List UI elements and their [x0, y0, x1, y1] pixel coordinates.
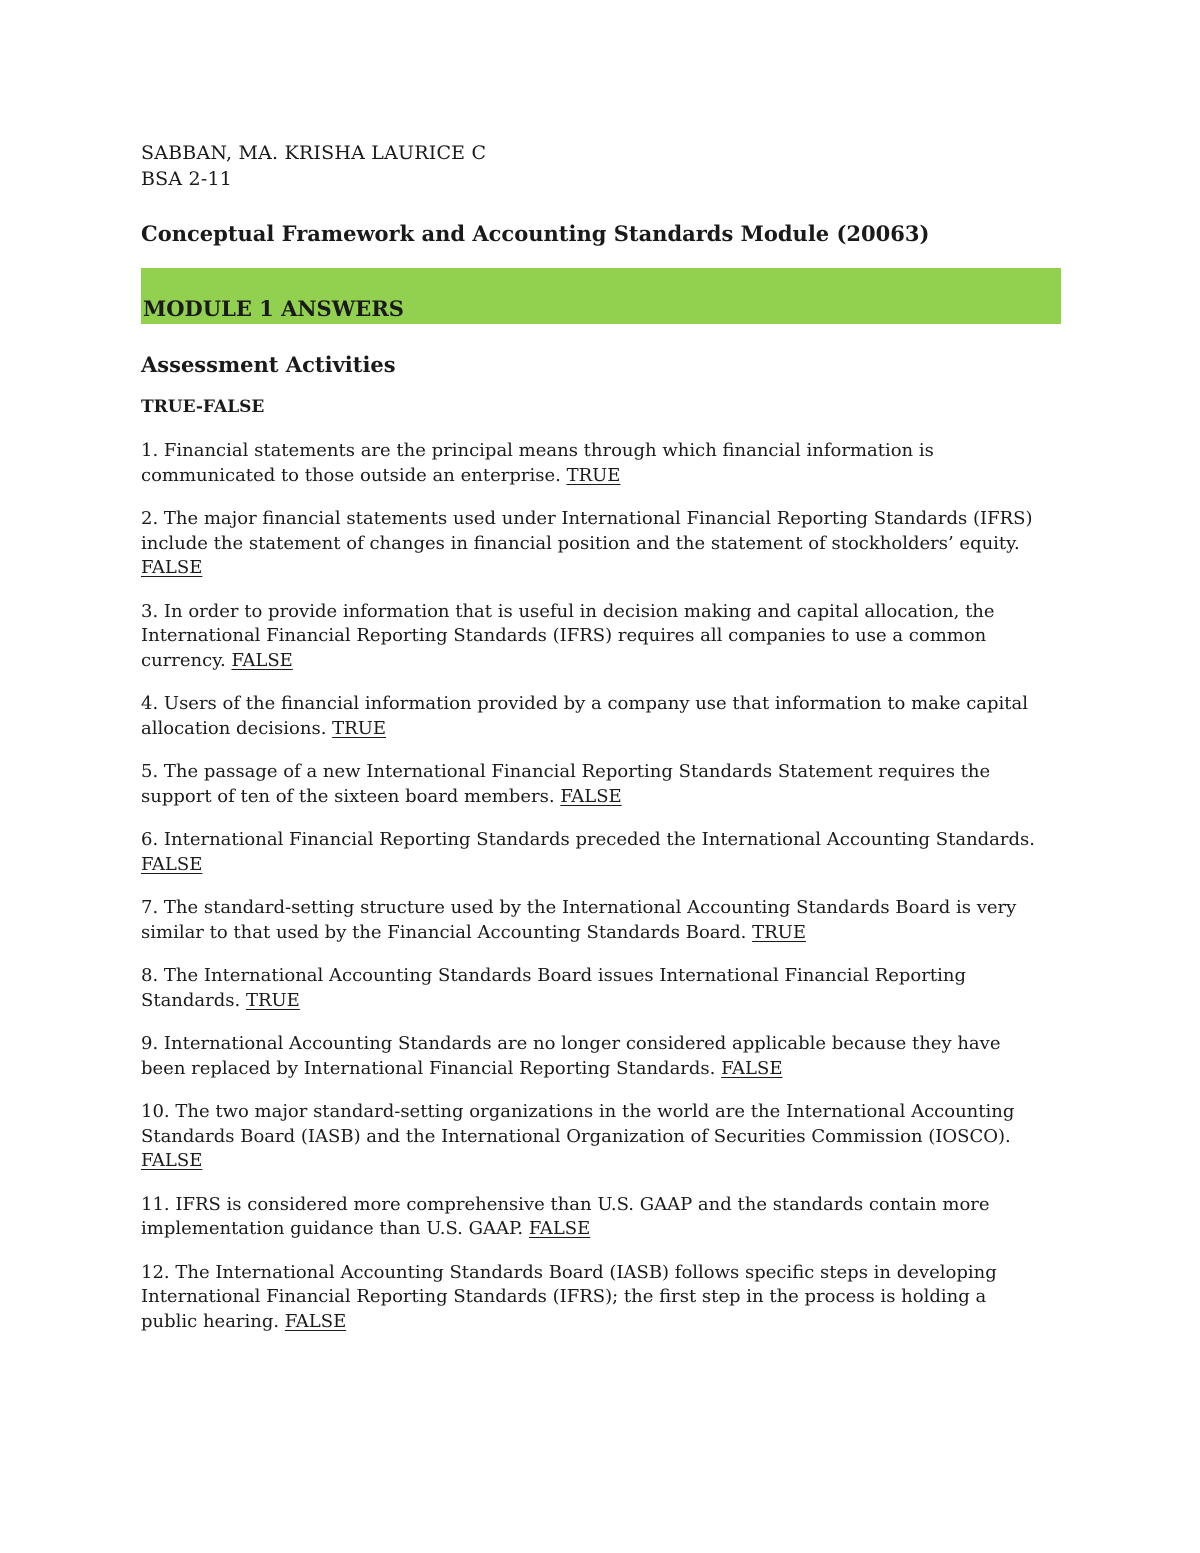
answer-text: FALSE	[231, 649, 293, 671]
answer-text: FALSE	[528, 1218, 591, 1239]
answer-text: FALSE	[284, 1310, 347, 1332]
question-item	[141, 1032, 1041, 1081]
question-text: 5. The passage of a new International Financial Reporting Standards Statement requires the support of ten of the sixteen board members.	[141, 761, 991, 807]
question-item	[141, 600, 1041, 674]
module-banner	[141, 268, 1061, 324]
true-false-heading: TRUE-FALSE	[141, 397, 265, 417]
question-item	[141, 1100, 1041, 1174]
answer-text: TRUE	[245, 989, 300, 1011]
answer-text: TRUE	[566, 464, 621, 486]
question-item	[141, 964, 1041, 1013]
module-title: MODULE 1 ANSWERS	[143, 296, 404, 321]
answer-text: FALSE	[560, 785, 622, 807]
question-item	[141, 1261, 1041, 1335]
question-item	[141, 439, 1041, 488]
answer-text: FALSE	[141, 1150, 203, 1171]
answer-text: TRUE	[752, 921, 806, 943]
assessment-heading: Assessment Activities	[141, 352, 396, 377]
answer-text: TRUE	[332, 717, 387, 739]
course-title: Conceptual Framework and Accounting Standards Module (20063)	[141, 221, 930, 246]
question-text: 7. The standard-setting structure used by the International Accounting Standards Board is very similar to that used by the Financial Accounting Standards Board.	[141, 897, 1017, 943]
question-item	[141, 507, 1041, 581]
question-item	[141, 828, 1041, 877]
document-page	[141, 140, 1061, 1334]
student-name: SABBAN, MA. KRISHA LAURICE C	[141, 142, 487, 164]
question-text: 2. The major financial statements used under International Financial Reporting Standards (IFRS) include the statement of changes in financial position and the statement of stockholders’ equity.	[141, 508, 1033, 554]
question-text: 4. Users of the financial information provided by a company use that information to make capital allocation decisions.	[141, 693, 1029, 739]
question-text: 11. IFRS is considered more comprehensive than U.S. GAAP and the standards contain more implementation guidance than U.S. GAAP.	[141, 1193, 990, 1239]
question-item	[141, 760, 1041, 809]
answer-text: FALSE	[141, 853, 203, 875]
section-code: BSA 2-11	[141, 168, 233, 190]
question-text: 10. The two major standard-setting organizations in the world are the International Accounting Standards Board (IASB) and the International Organization of Securities Commission (IOSCO).	[141, 1101, 1015, 1147]
question-text: 8. The International Accounting Standards Board issues International Financial Reporting Standards.	[141, 965, 966, 1011]
question-text: 3. In order to provide information that is useful in decision making and capital allocation, the International Financial Reporting Standards (IFRS) requires all companies to use a common currency.	[141, 600, 995, 671]
question-item	[141, 1193, 1041, 1242]
question-text: 12. The International Accounting Standards Board (IASB) follows specific steps in developing International Financial Reporting Standards (IFRS); the first step in the process is holding a public hearing.	[141, 1261, 997, 1332]
question-item	[141, 692, 1041, 741]
question-text: 9. International Accounting Standards are no longer considered applicable because they have been replaced by International Financial Reporting Standards.	[141, 1033, 1001, 1079]
answer-text: FALSE	[141, 557, 203, 578]
question-list	[141, 439, 1061, 1334]
question-item	[141, 896, 1041, 945]
question-text: 1. Financial statements are the principal means through which financial information is communicated to those outside an enterprise.	[141, 440, 934, 486]
answer-text: FALSE	[721, 1057, 783, 1079]
question-text: 6. International Financial Reporting Standards preceded the International Accounting Standards.	[141, 829, 1035, 850]
